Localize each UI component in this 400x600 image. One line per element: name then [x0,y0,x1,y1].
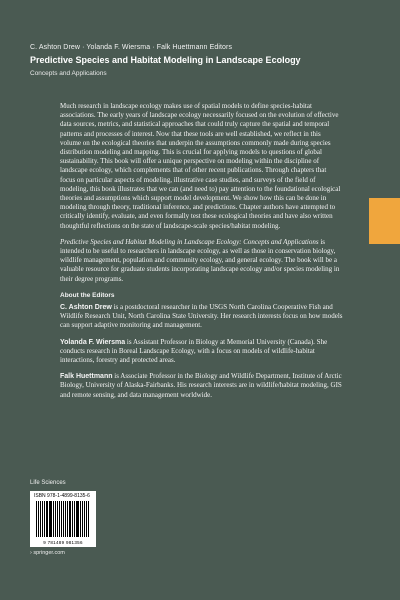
editor-bio-text: is Assistant Professor in Biology at Memorial University (Canada). She conducts research in Boreal Landscape Ecology, with a focus on models of wildlife-habitat interactions, forestry and protected areas. [60,337,328,365]
barcode-digits: 9 781489 981356 [43,540,83,545]
about-editors-heading: About the Editors [60,291,115,299]
blurb-book-title: Predictive Species and Habitat Modeling in Landscape Ecology: Concepts and Applications [60,237,319,246]
blurb [60,102,343,407]
editor-bio [60,338,343,366]
editor-name: Falk Huettmann [60,373,113,381]
editor-name: C. Ashton Drew [60,304,112,312]
subject-category: Life Sciences [30,480,66,486]
blurb-paragraph-1: Much research in landscape ecology makes use of spatial models to define species-habitat associations. The early years of landscape ecology necessarily focused on the evolution of effective data sources, metrics, and statistical approaches that could truly capture the spatial and temporal patterns and processes of interest. Now that these tools are well established, we reflect in this volume on the ecological theories that underpin the assumptions commonly made during species distribution modeling and mapping. This is crucial for applying models to questions of global sustainability. This book will offer a unique perspective on modeling within the discipline of landscape ecology, which complements that of other recent publications. Through chapters that focus on particular aspects of modeling, illustrative case studies, and surveys of the field of modeling, this book illustrates that we can (and need to) pay attention to the foundational ecological theories and assumptions which support model development. We show how this can be done in modeling through theory, traditional inference, and predictions. Chapter authors have attempted to critically identify, evaluate, and even formally test these ecological theories and have also written thoughtful reflections on the state of landscape-scale species/habitat modeling. [60,102,341,230]
editor-bio-text: is Associate Professor in the Biology and Wildlife Department, Institute of Arctic Biology, University of Alaska-Fairbanks. His research interests are in wildlife/habitat modeling, GIS and remote sensing, and data management worldwide. [60,372,342,399]
publisher-website: › springer.com [30,550,65,556]
accent-bar [369,198,400,244]
blurb-paragraph-2 [60,238,343,284]
barcode-bars [36,501,90,537]
editor-bio [60,303,343,331]
editor-name: Yolanda F. Wiersma [60,338,126,346]
blurb-paragraph-2-text: is intended to be useful to researchers in landscape ecology, as well as those in conservation biology, wildlife management, population and community ecology, and general ecology. The book will be a valuable resource for graduate students incorporating landscape ecology and/or species modeling in their degree programs. [60,237,340,283]
editors-line: C. Ashton Drew · Yolanda F. Wiersma · Falk Huettmann Editors [30,44,233,51]
book-subtitle: Concepts and Applications [30,70,107,77]
editor-bio [60,372,343,400]
editor-bio-text: is a postdoctoral researcher in the USGS North Carolina Cooperative Fish and Wildlife Research Unit, North Carolina State University. Her research interests focus on how models can support adaptive monitoring and management. [60,303,343,330]
barcode [30,491,96,547]
isbn-label: ISBN 978-1-4899-8135-6 [34,493,90,499]
book-title: Predictive Species and Habitat Modeling in Landscape Ecology [30,55,301,65]
